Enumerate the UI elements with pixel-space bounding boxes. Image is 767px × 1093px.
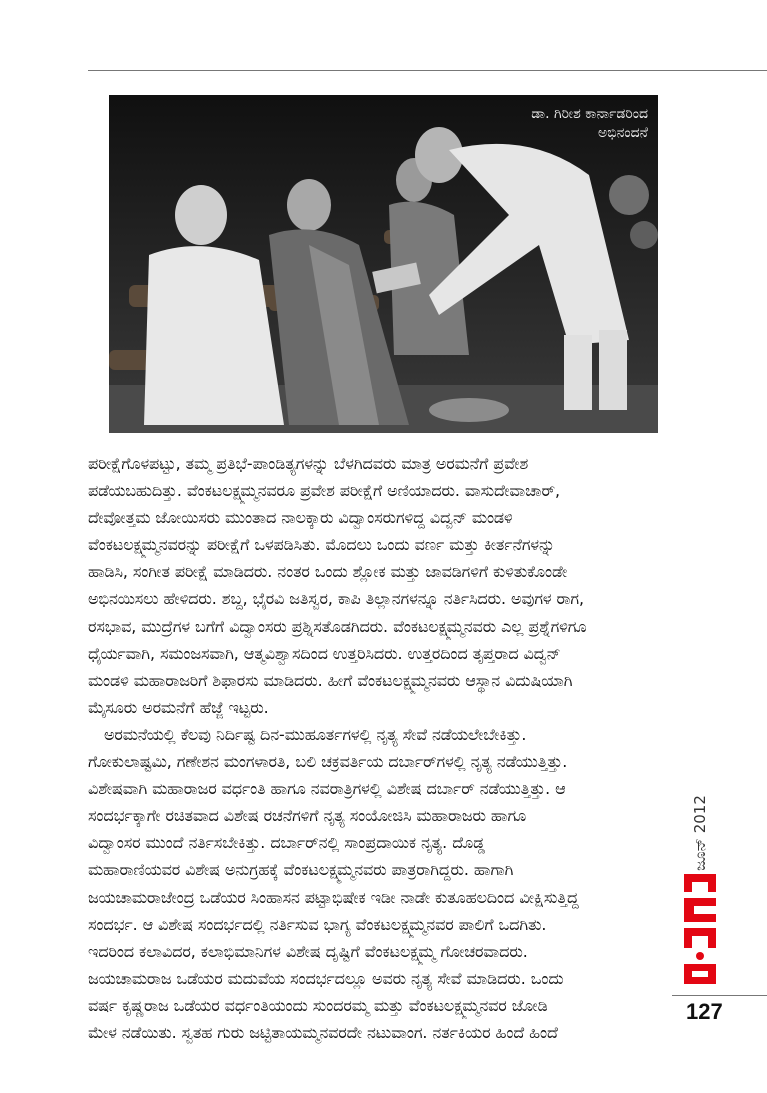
article-line: ಮಹಾರಾಣಿಯವರ ವಿಶೇಷ ಅನುಗ್ರಹಕ್ಕೆ ವೆಂಕಟಲಕ್ಷ್ಮಮ್ಮನವರು ಪಾತ್ರರಾಗಿದ್ದರು. ಹಾಗಾಗಿ (88, 860, 514, 880)
issue-date (680, 795, 720, 871)
article-line: ಜಯಚಾಮರಾಜ ಒಡೆಯರ ಮದುವೆಯ ಸಂದರ್ಭದಲ್ಲೂ ಅವರು ನೃತ್ಯ ಸೇವೆ ಮಾಡಿದರು. ಒಂದು (88, 968, 564, 988)
photo-caption (531, 105, 648, 143)
article-line: ಹಾಡಿಸಿ, ಸಂಗೀತ ಪರೀಕ್ಷೆ ಮಾಡಿದರು. ನಂತರ ಒಂದು ಶ್ಲೋಕ ಮತ್ತು ಜಾವಡಿಗಳಿಗೆ ಕುಳಿತುಕೊಂಡೇ (88, 562, 568, 582)
article-line: ಸಂದರ್ಭ. ಆ ವಿಶೇಷ ಸಂದರ್ಭದಲ್ಲಿ ನರ್ತಿಸುವ ಭಾಗ್ಯ ವೆಂಕಟಲಕ್ಷ್ಮಮ್ಮನವರ ಪಾಲಿಗೆ ಒದಗಿತು. (88, 914, 547, 934)
issue-date-text: ಜೂನ್ 2012 (691, 795, 709, 871)
top-rule (88, 70, 767, 71)
article-line: ಇದರಿಂದ ಕಲಾವಿದರ, ಕಲಾಭಿಮಾನಿಗಳ ವಿಶೇಷ ದೃಷ್ಟಿಗೆ ವೆಂಕಟಲಕ್ಷ್ಮಮ್ಮ ಗೋಚರವಾದರು. (88, 941, 528, 961)
magazine-sidebar (680, 795, 720, 990)
article-line: ವರ್ಷ ಕೃಷ್ಣರಾಜ ಒಡೆಯರ ವರ್ಧಂತಿಯಂದು ಸುಂದರಮ್ಮ ಮತ್ತು ವೆಂಕಟಲಕ್ಷ್ಮಮ್ಮನವರ ಜೋಡಿ (88, 995, 548, 1015)
article-line: ಮಂಡಳಿ ಮಹಾರಾಜರಿಗೆ ಶಿಫಾರಸು ಮಾಡಿದರು. ಹೀಗೆ ವೆಂಕಟಲಕ್ಷ್ಮಮ್ಮನವರು ಆಸ್ಥಾನ ವಿದುಷಿಯಾಗಿ (88, 670, 573, 690)
article-line: ಪಡೆಯಬಹುದಿತ್ತು. ವೆಂಕಟಲಕ್ಷ್ಮಮ್ಮನವರೂ ಪ್ರವೇಶ ಪರೀಕ್ಷೆಗೆ ಅಣಿಯಾದರು. ವಾಸುದೇವಾಚಾರ್, (88, 481, 560, 501)
page-number-rule (672, 995, 767, 996)
article-line: ಮೇಳ ನಡೆಯಿತು. ಸ್ವತಹ ಗುರು ಜಟ್ಟಿತಾಯಮ್ಮನವರದೇ ನಟುವಾಂಗ. ನರ್ತಕಿಯರ ಹಿಂದೆ ಹಿಂದೆ (88, 1022, 558, 1042)
article-line: ಮೈಸೂರು ಅರಮನೆಗೆ ಹೆಜ್ಜೆ ಇಟ್ಟರು. (88, 697, 269, 717)
article-line: ವಿಶೇಷವಾಗಿ ಮಹಾರಾಜರ ವರ್ಧಂತಿ ಹಾಗೂ ನವರಾತ್ರಿಗಳಲ್ಲಿ ವಿಶೇಷ ದರ್ಬಾರ್ ನಡೆಯುತ್ತಿತ್ತು. ಆ (88, 779, 566, 799)
photo-caption-line-1: ಡಾ. ಗಿರೀಶ ಕಾರ್ನಾಡರಿಂದ (531, 106, 648, 122)
article-line: ಪರೀಕ್ಷೆಗೊಳಪಟ್ಟು, ತಮ್ಮ ಪ್ರತಿಭೆ-ಪಾಂಡಿತ್ಯಗಳನ್ನು ಬೆಳಗಿದವರು ಮಾತ್ರ ಅರಮನೆಗೆ ಪ್ರವೇಶ (88, 454, 529, 473)
article-line: ಸಂದರ್ಭಕ್ಕಾಗೇ ರಚಿತವಾದ ವಿಶೇಷ ರಚನೆಗಳಿಗೆ ನೃತ್ಯ ಸಂಯೋಜಿಸಿ ಮಹಾರಾಜರು ಹಾಗೂ (88, 806, 527, 826)
article-line: ವಿದ್ವಾಂಸರ ಮುಂದೆ ನರ್ತಿಸಬೇಕಿತ್ತು. ದರ್ಬಾರ್‌ನಲ್ಲಿ ಸಾಂಪ್ರದಾಯಿಕ ನೃತ್ಯ. ದೊಡ್ಡ (88, 833, 485, 853)
article-line-paragraph-start: ಅರಮನೆಯಲ್ಲಿ ಕೆಲವು ನಿರ್ದಿಷ್ಟ ದಿನ-ಮುಹೂರ್ತಗಳಲ್ಲಿ ನೃತ್ಯ ಸೇವೆ ನಡೆಯಲೇಬೇಕಿತ್ತು. (104, 724, 527, 744)
article-line: ದೇವೋತ್ತಮ ಜೋಯಿಸರು ಮುಂತಾದ ನಾಲಕ್ಕಾರು ವಿದ್ವಾಂಸರುಗಳಿದ್ದ ವಿದ್ವನ್ ಮಂಡಳಿ (88, 508, 513, 528)
article-line: ಜಯಚಾಮರಾಜೇಂದ್ರ ಒಡೆಯರ ಸಿಂಹಾಸನ ಪಟ್ಟಾಭಿಷೇಕ ಇಡೀ ನಾಡೇ ಕುತೂಹಲದಿಂದ ವೀಕ್ಷಿಸುತ್ತಿದ್ದ (88, 887, 579, 907)
article-line: ಗೋಕುಲಾಷ್ಟಮಿ, ಗಣೇಶನ ಮಂಗಳಾರತಿ, ಬಲಿ ಚಕ್ರವರ್ತಿಯ ದರ್ಬಾರ್‌ಗಳಲ್ಲಿ ನೃತ್ಯ ನಡೆಯುತ್ತಿತ್ತು. (88, 752, 568, 772)
article-line: ಧೈರ್ಯವಾಗಿ, ಸಮಂಜಸವಾಗಿ, ಆತ್ಮವಿಶ್ವಾಸದಿಂದ ಉತ್ತರಿಸಿದರು. ಉತ್ತರದಿಂದ ತೃಪ್ತರಾದ ವಿದ್ವನ್ (88, 643, 561, 663)
article-line: ವೆಂಕಟಲಕ್ಷ್ಮಮ್ಮನವರನ್ನು ಪರೀಕ್ಷೆಗೆ ಒಳಪಡಿಸಿತು. ಮೊದಲು ಒಂದು ವರ್ಣ ಮತ್ತು ಕೀರ್ತನೆಗಳನ್ನು (88, 535, 555, 555)
page-number: 127 (686, 999, 723, 1024)
photo (109, 95, 658, 433)
article-body (88, 450, 668, 1046)
article-line: ಅಭಿನಯಿಸಲು ಹೇಳಿದರು. ಶಬ್ದ, ಭೈರವಿ ಜತಿಸ್ವರ, ಕಾಪಿ ತಿಲ್ಲಾನಗಳನ್ನೂ ನರ್ತಿಸಿದರು. ಅವುಗಳ ರಾಗ, (88, 589, 584, 609)
magazine-logo (680, 870, 720, 988)
photo-caption-line-2: ಅಭಿನಂದನೆ (597, 125, 648, 141)
article-line: ರಸಭಾವ, ಮುದ್ರೆಗಳ ಬಗೆಗೆ ವಿದ್ವಾಂಸರು ಪ್ರಶ್ನಿಸತೊಡಗಿದರು. ವೆಂಕಟಲಕ್ಷ್ಮಮ್ಮನವರು ಎಲ್ಲ ಪ್ರಶ್ನೆಗಳಿಗೂ (88, 616, 587, 636)
photo-illustration (109, 95, 658, 433)
